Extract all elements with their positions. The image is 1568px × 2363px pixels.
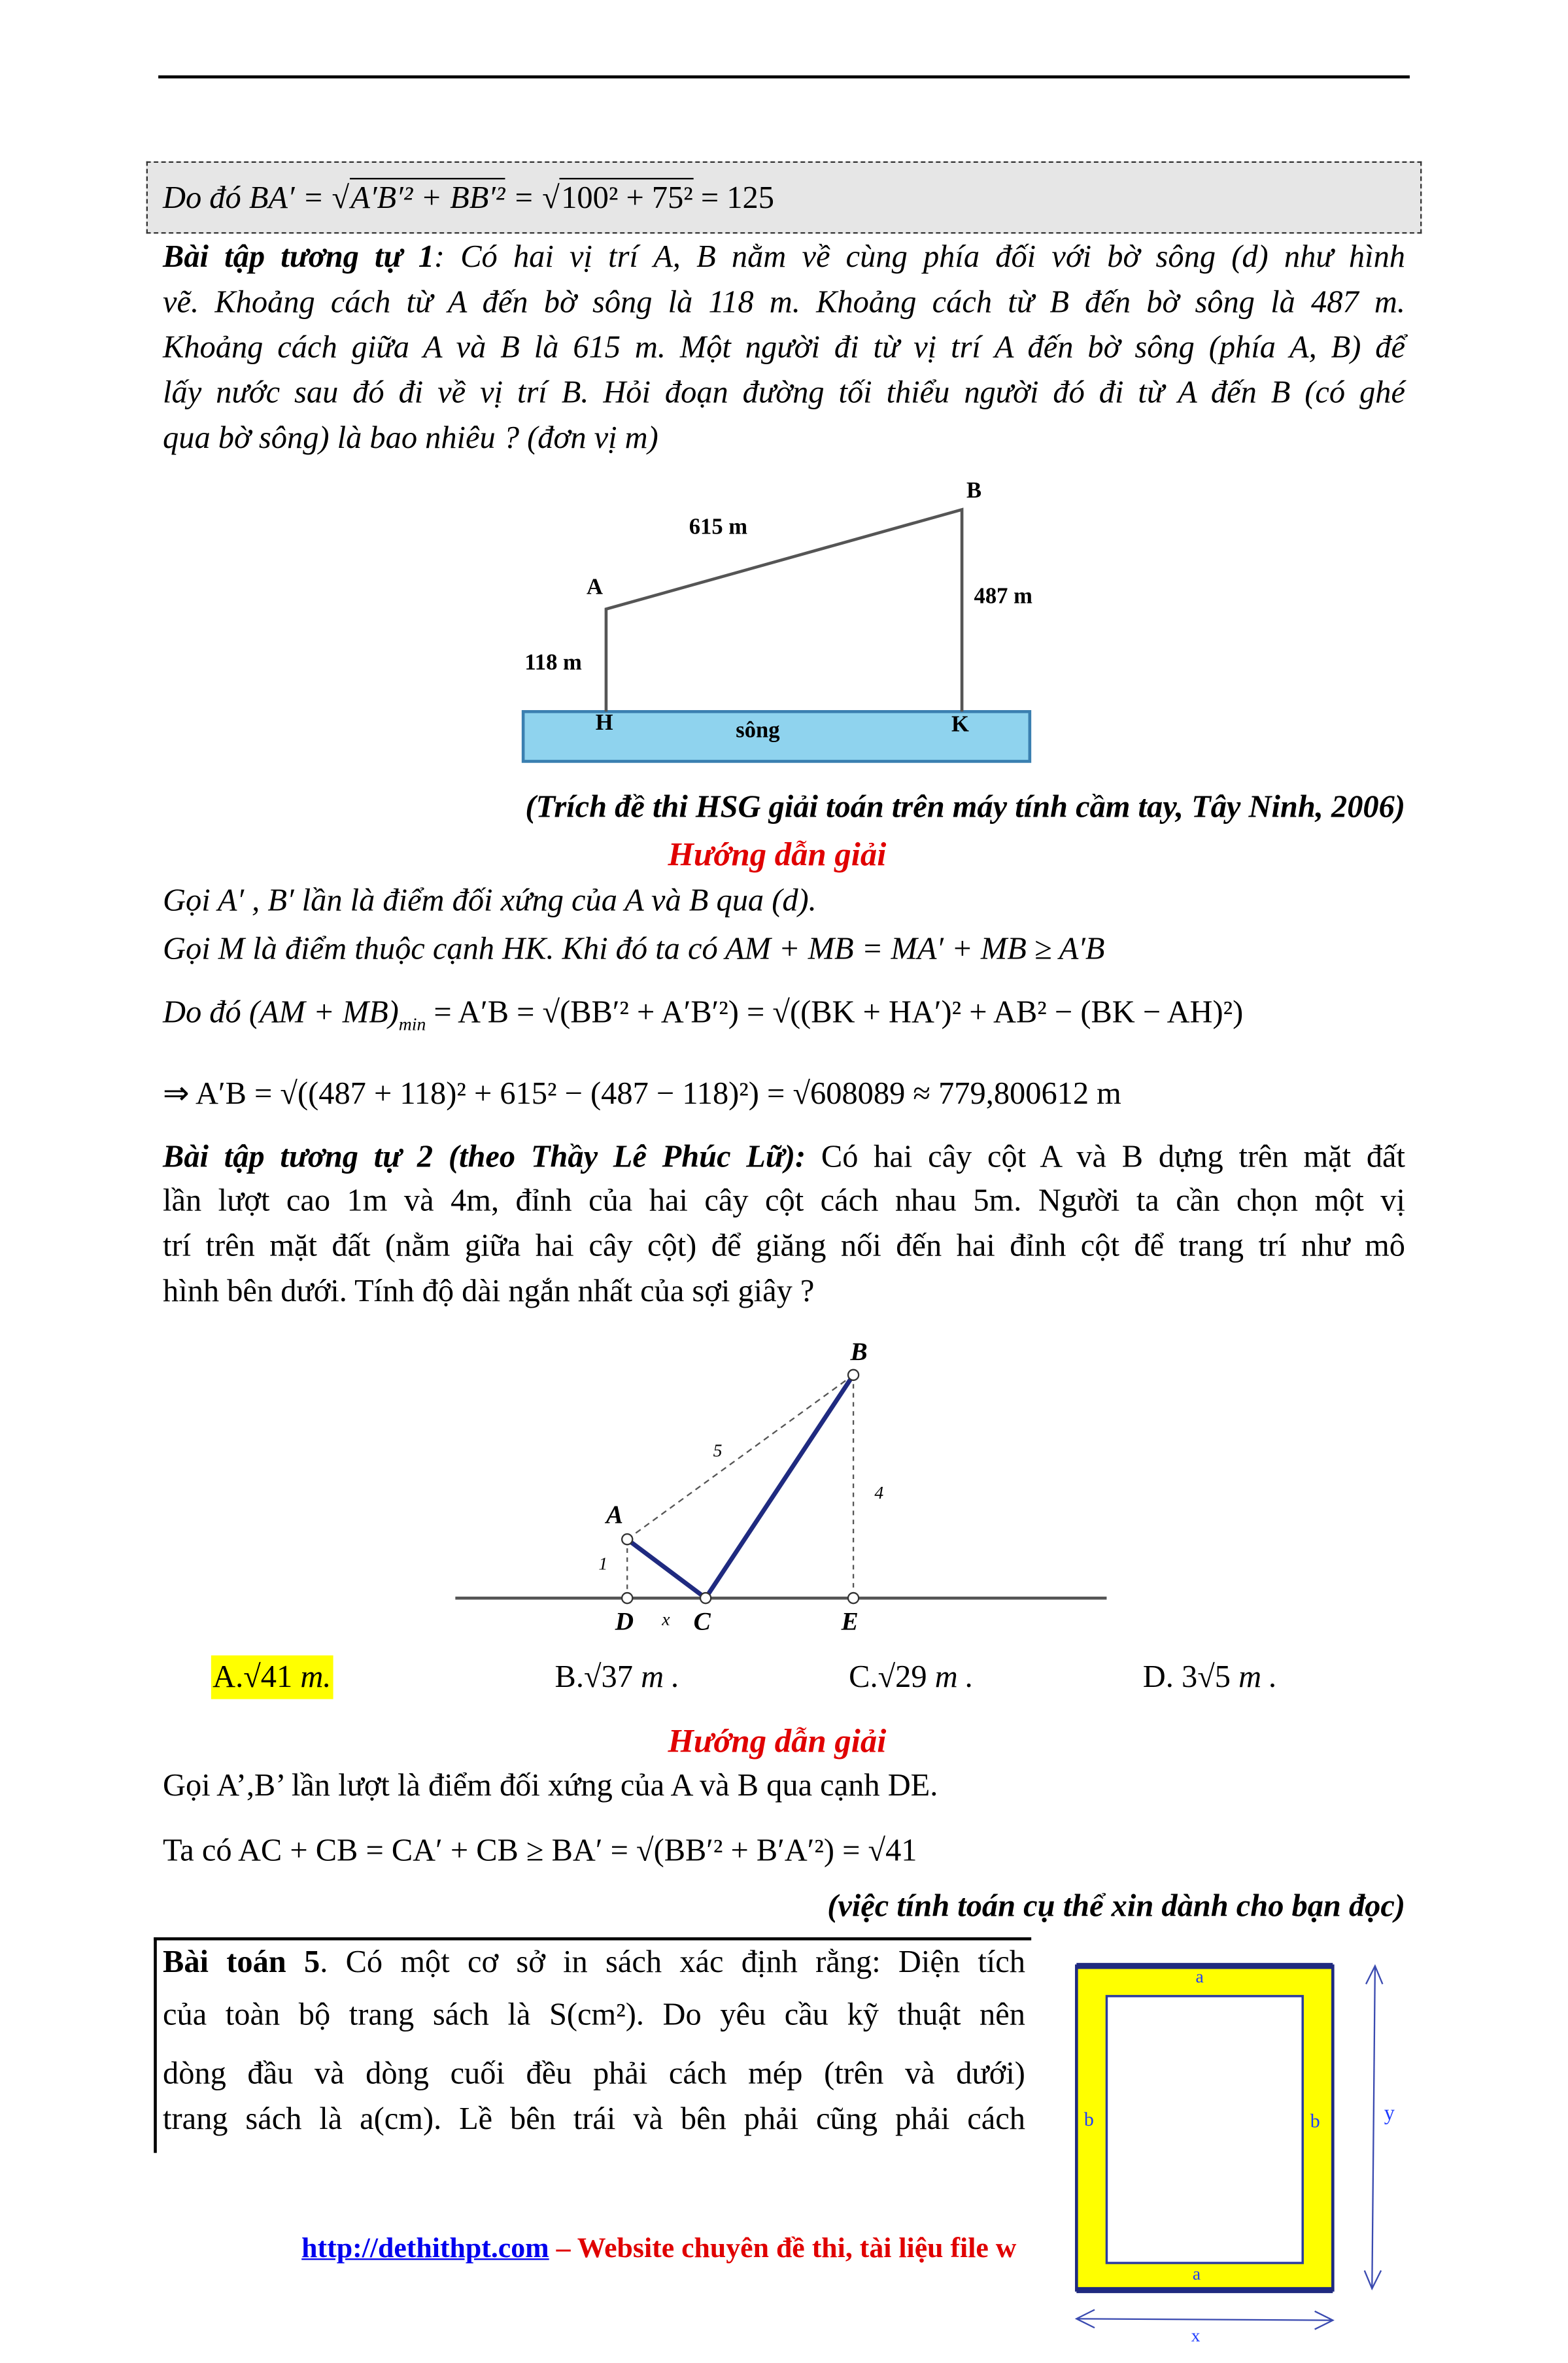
sol2-line-2: Ta có AC + CB = CA′ + CB ≥ BA′ = √(BB′² + B′A′²) = √41 bbox=[163, 1831, 917, 1868]
answer-letter: C. bbox=[849, 1658, 878, 1695]
poles-figure bbox=[452, 1334, 1110, 1644]
label-river: sông bbox=[736, 719, 780, 743]
label-d: D bbox=[615, 1606, 634, 1636]
formula-radicand-2: 100² + 75² bbox=[560, 178, 693, 216]
label-h: H bbox=[595, 711, 613, 736]
prob5-left-rule bbox=[154, 1937, 156, 2153]
ex2-line-3: trí trên mặt đất (nằm giữa hai cây cột) để giăng nối đến hai đỉnh cột để trang trí như mô bbox=[163, 1227, 1406, 1264]
label-x: x bbox=[662, 1608, 670, 1630]
ex1-title: Bài tập tương tự 1 bbox=[163, 238, 434, 275]
prob5-line-2: của toàn bộ trang sách là S(cm²). Do yêu cầu kỹ thuật nên bbox=[163, 1996, 1025, 2033]
segment-ac bbox=[627, 1539, 706, 1598]
label-a: A bbox=[605, 1500, 624, 1529]
page-diagram bbox=[1065, 1954, 1411, 2349]
answer-value: √29 bbox=[878, 1658, 927, 1695]
solution-heading-2: Hướng dẫn giải bbox=[668, 1722, 887, 1760]
label-e: E bbox=[841, 1606, 859, 1636]
ex1-line-4: lấy nước sau đó đi về vị trí B. Hỏi đoạn đường tối thiểu người đó đi từ A đến B (có ghé bbox=[163, 373, 1406, 411]
label-a: A bbox=[586, 575, 603, 600]
formula-eq: = bbox=[513, 179, 535, 216]
label-4: 4 bbox=[874, 1482, 884, 1503]
ex2-title: Bài tập tương tự 2 (theo Thầy Lê Phúc Lữ): bbox=[163, 1138, 806, 1175]
header-rule bbox=[158, 75, 1410, 77]
page-margin-figure bbox=[1065, 1954, 1411, 2349]
formula-line: Do đó BA′ = √ A′B′² + BB′² = √ 100² + 75² = 125 bbox=[163, 179, 774, 217]
answer-value: √41 bbox=[243, 1658, 293, 1695]
label-1: 1 bbox=[598, 1552, 608, 1574]
answer-unit: m . bbox=[1231, 1658, 1278, 1695]
prob5-line-3: dòng đầu và dòng cuối đều phải cách mép (trên và dưới) bbox=[163, 2054, 1025, 2092]
sol2-note: (việc tính toán cụ thể xin dành cho bạn đọc) bbox=[827, 1887, 1406, 1924]
formula-result: = 125 bbox=[700, 179, 774, 216]
prob5-line-1 bbox=[163, 1943, 1025, 1981]
ex1-line-5: qua bờ sông) là bao nhiêu ? (đơn vị m) bbox=[163, 419, 658, 456]
sol1-line-4: ⇒ A′B = √((487 + 118)² + 615² − (487 − 118)²) = √608089 ≈ 779,800612 m bbox=[163, 1075, 1121, 1112]
river-figure bbox=[520, 470, 1033, 766]
answer-unit: m . bbox=[927, 1658, 974, 1695]
label-b-left: b bbox=[1083, 2107, 1094, 2131]
answer-unit: m. bbox=[292, 1658, 332, 1695]
label-b-right: b bbox=[1310, 2109, 1320, 2132]
ex2-line-2: lần lượt cao 1m và 4m, đỉnh của hai cây cột cách nhau 5m. Người ta cần chọn một vị bbox=[163, 1182, 1406, 1219]
label-k: K bbox=[951, 713, 969, 738]
label-ah: 118 m bbox=[524, 651, 582, 675]
label-b: B bbox=[966, 479, 982, 504]
ex2-line-1 bbox=[163, 1138, 1405, 1176]
label-a-bottom: a bbox=[1192, 2263, 1201, 2285]
ex2-line-4: hình bên dưới. Tính độ dài ngắn nhất của sợi giây ? bbox=[163, 1272, 815, 1309]
sol2-line-1: Gọi A’,B’ lần lượt là điểm đối xứng của A và B qua cạnh DE. bbox=[163, 1767, 938, 1803]
prob5-top-rule bbox=[154, 1937, 1031, 1939]
ex1-line-1 bbox=[163, 238, 1405, 276]
path-h-a-b-k bbox=[606, 509, 962, 711]
ex2-text: Có hai cây cột A và B dựng trên mặt đất bbox=[806, 1138, 1406, 1175]
sol1-line-1: Gọi A′ , B′ lần là điểm đối xứng của A và B qua (d). bbox=[163, 881, 817, 919]
answer-letter: B. bbox=[554, 1658, 584, 1695]
label-5: 5 bbox=[713, 1440, 723, 1461]
answer-a[interactable] bbox=[211, 1656, 333, 1699]
answer-value: 3√5 bbox=[1181, 1658, 1231, 1695]
answer-d[interactable] bbox=[1143, 1658, 1278, 1696]
label-ab: 615 m bbox=[689, 515, 748, 540]
answer-value: √37 bbox=[583, 1658, 633, 1695]
formula-lhs: BA′ = bbox=[248, 179, 324, 216]
citation: (Trích đề thi HSG giải toán trên máy tính cầm tay, Tây Ninh, 2006) bbox=[525, 788, 1406, 825]
formula-box bbox=[146, 162, 1422, 234]
sol1-min: min bbox=[398, 1013, 426, 1035]
label-c: C bbox=[693, 1606, 711, 1636]
sol1-lhs: Do đó (AM + MB) bbox=[163, 993, 399, 1030]
answer-unit: m . bbox=[632, 1658, 680, 1695]
answer-c[interactable] bbox=[849, 1658, 974, 1696]
footer-link[interactable]: http://dethithpt.com bbox=[301, 2232, 549, 2265]
prob5-text: . Có một cơ sở in sách xác định rằng: Diện tích bbox=[320, 1943, 1025, 1980]
label-bk: 487 m bbox=[974, 585, 1032, 609]
label-y: y bbox=[1384, 2103, 1395, 2126]
ex1-line-3: Khoảng cách giữa A và B là 615 m. Một người đi từ vị trí A đến bờ sông (phía A, B) để bbox=[163, 328, 1406, 366]
label-x: x bbox=[1191, 2324, 1201, 2346]
sol1-rhs: = A′B = √(BB′² + A′B′²) = √((BK + HA′)² + AB² − (BK − AH)²) bbox=[426, 993, 1244, 1030]
label-a-top: a bbox=[1195, 1965, 1204, 1988]
answer-letter: D. bbox=[1142, 1658, 1174, 1695]
sol1-line-3 bbox=[163, 994, 1405, 1036]
label-b: B bbox=[850, 1337, 868, 1367]
prob5-line-4: trang sách là a(cm). Lề bên trái và bên phải cũng phải cách bbox=[163, 2100, 1025, 2137]
formula-prefix: Do đó bbox=[163, 179, 241, 216]
footer bbox=[301, 2233, 1016, 2266]
sol1-line-2: Gọi M là điểm thuộc cạnh HK. Khi đó ta có AM + MB = MA′ + MB ≥ A′B bbox=[163, 930, 1105, 967]
segment-cb bbox=[706, 1375, 853, 1598]
answer-b[interactable] bbox=[555, 1658, 680, 1696]
poles-diagram bbox=[452, 1334, 1110, 1644]
segment-ab bbox=[627, 1375, 853, 1539]
ex1-line-2: vẽ. Khoảng cách từ A đến bờ sông là 118 m. Khoảng cách từ B đến bờ sông là 487 m. bbox=[163, 283, 1406, 320]
ex1-text: : Có hai vị trí A, B nằm về cùng phía đối với bờ sông (d) như hình bbox=[434, 238, 1406, 275]
footer-text: – Website chuyên đề thi, tài liệu file w bbox=[549, 2232, 1017, 2265]
prob5-title: Bài toán 5 bbox=[163, 1943, 320, 1980]
solution-heading-1: Hướng dẫn giải bbox=[668, 835, 887, 874]
formula-radicand-1: A′B′² + BB′² bbox=[349, 178, 505, 216]
answer-letter: A. bbox=[213, 1658, 244, 1695]
